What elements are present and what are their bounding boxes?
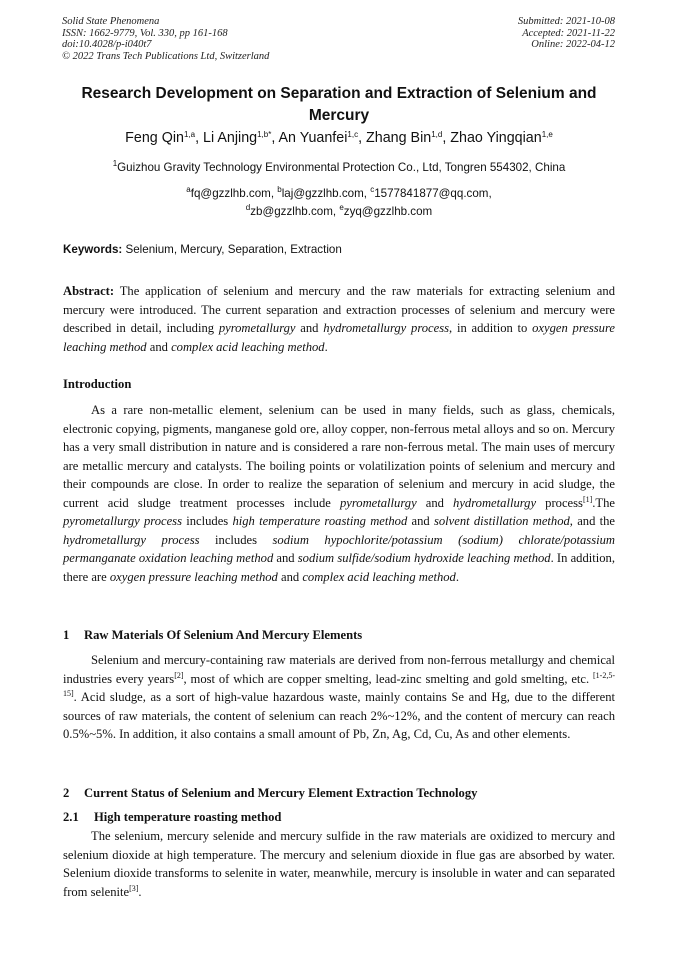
email-line-1 (40, 185, 638, 203)
author (366, 130, 442, 146)
intro-text: and (416, 495, 454, 510)
intro-text: includes (199, 532, 273, 547)
intro-text: As a rare non-metallic element, selenium can be used in many fields, such as glass, chemicals, electronic copying, pigments, manganese gold ore, alloy copper, non-ferrous metal alloys and so on. Mercury has a very small distribution in nature and is considered a rare non-ferrous metal. The main uses of mercury are metallic mercury and catalysts. The boiling points or volatilization points of selenium and mercury and their compounds are close. In order to realize the separation of selenium and mercury in acid sludge, the current acid sludge treatment processes include (63, 403, 615, 510)
affiliation (40, 160, 638, 176)
intro-term: oxygen pressure leaching method (109, 569, 278, 584)
intro-term: pyrometallurgy process (63, 514, 182, 528)
section-text: The selenium, mercury selenide and mercury sulfide in the raw materials are oxidized to mercury and selenium dioxide at high temperature. The mercury and selenium dioxide in flue gas are absorbed by water. Selenium dioxide transforms to selenite in water, meanwhile, mercury is insoluble in water and can separated from selenite (63, 829, 615, 899)
section-number: 2.1 (63, 810, 79, 824)
author-affiliation-mark: 1,e (541, 130, 553, 139)
intro-term: sodium hypochlorite/potassium (sodium) chlorate/potassium permanganate oxidation leaching method (63, 532, 615, 565)
author (279, 130, 359, 146)
author-separator: , (442, 130, 451, 146)
intro-term: pyrometallurgy (339, 495, 417, 510)
author-name: Zhang Bin (366, 130, 432, 146)
author-name: Feng Qin (125, 130, 184, 146)
affiliation-mark: 1 (112, 159, 118, 168)
intro-text: and (407, 514, 434, 528)
author-name: Zhao Yingqian (450, 130, 542, 146)
heading-introduction: Introduction (63, 377, 132, 391)
abstract-text: . (324, 339, 328, 354)
intro-text: and (277, 569, 303, 584)
citation[interactable]: [2] (174, 670, 184, 680)
intro-term: sodium sulfide/sodium hydroxide leaching method (297, 551, 551, 565)
section-number: 2 (63, 786, 70, 800)
heading-section-2-1 (63, 808, 615, 826)
keywords (63, 242, 615, 258)
journal-name: Solid State Phenomena (62, 16, 160, 27)
abstract-text: and (146, 339, 172, 354)
online-date: Online: 2022-04-12 (531, 39, 615, 51)
section-number: 1 (63, 628, 70, 642)
intro-text: , and the (569, 514, 616, 528)
keywords-text: Selenium, Mercury, Separation, Extraction (122, 243, 342, 256)
author-separator: , (358, 130, 367, 146)
paper-title: Research Development on Separation and Extraction of Selenium and Mercury (81, 85, 597, 124)
abstract-text: The application of selenium and mercury and the raw materials for extracting selenium and mercury were introduced. The current separation and extraction processes of selenium and mercury were described in detail, including (63, 284, 615, 335)
author-list (40, 129, 638, 148)
abstract-term: hydrometallurgy process (323, 321, 450, 335)
section-text: . (138, 884, 142, 899)
citation[interactable]: [1-2,5-15] (63, 670, 615, 698)
intro-term: solvent distillation method (433, 514, 570, 528)
author (203, 130, 271, 146)
author-affiliation-mark: 1,c (347, 130, 359, 139)
section-title: Raw Materials Of Selenium And Mercury Elements (84, 628, 363, 642)
intro-text: .The (592, 495, 615, 510)
author-affiliation-mark: 1,d (431, 130, 443, 139)
abstract-term: complex acid leaching method (171, 339, 325, 354)
citation[interactable]: [3] (129, 883, 139, 893)
heading-section-1 (63, 626, 615, 644)
journal-meta-left (62, 16, 269, 62)
intro-term: complex acid leaching method (302, 569, 456, 584)
section-2-1-paragraph (63, 827, 615, 901)
section-text: , most of which are copper smelting, lead-zinc smelting and gold smelting, etc. (183, 671, 593, 686)
intro-term: high temperature roasting method (232, 514, 408, 528)
accepted-date: Accepted: 2021-11-22 (522, 27, 615, 39)
copyright: © 2022 Trans Tech Publications Ltd, Switzerland (62, 50, 270, 62)
intro-text: and (273, 551, 298, 565)
author-separator: , (195, 130, 204, 146)
email-mark: c (370, 185, 375, 194)
abstract-term: pyrometallurgy (218, 321, 296, 335)
author-emails (40, 185, 638, 221)
affiliation-text: Guizhou Gravity Technology Environmental Protection Co., Ltd, Tongren 554302, China (117, 161, 566, 174)
abstract (63, 282, 615, 356)
email-mark: a (186, 185, 191, 194)
submitted-date: Submitted: 2021-10-08 (517, 16, 615, 27)
abstract-text: , in addition to (449, 321, 533, 335)
email-link[interactable]: fq@gzzlhb.com, (190, 187, 278, 200)
author-separator: , (271, 130, 279, 146)
email-link[interactable]: 1577841877@qq.com, (374, 187, 492, 200)
intro-text: process (536, 495, 583, 510)
doi[interactable]: doi:10.4028/p-i040t7 (62, 39, 152, 51)
journal-meta-right (518, 16, 615, 51)
section-text: . Acid sludge, as a sort of high-value hazardous waste, mainly contains Se and Hg, due to the different sources of raw materials, the content of selenium can reach 2%~12%, and the content of mercury can reach 0.5%~5%. In addition, it also contains a small amount of Pb, Zn, Ag, Cd, Cu, As and other elements. (63, 690, 615, 741)
heading-section-2 (63, 784, 615, 802)
intro-term: hydrometallurgy (453, 495, 537, 510)
email-mark: e (339, 203, 344, 212)
email-line-2 (40, 203, 638, 221)
section-title: High temperature roasting method (94, 810, 282, 824)
abstract-term: oxygen pressure leaching method (63, 321, 615, 354)
abstract-label: Abstract: (63, 284, 115, 298)
section-title: Current Status of Selenium and Mercury Element Extraction Technology (84, 786, 478, 800)
email-link[interactable]: zb@gzzlhb.com, (250, 205, 340, 218)
author (450, 130, 553, 146)
intro-term: hydrometallurgy process (63, 532, 200, 547)
keywords-label: Keywords: (63, 243, 123, 256)
author-name: An Yuanfei (278, 130, 348, 146)
issn-volume: ISSN: 1662-9779, Vol. 330, pp 161-168 (62, 27, 228, 39)
email-link[interactable]: zyq@gzzlhb.com (343, 205, 433, 218)
author-name: Li Anjing (203, 130, 258, 146)
author (125, 130, 195, 146)
email-mark: b (277, 185, 282, 194)
citation[interactable]: [1] (582, 494, 593, 504)
author-affiliation-mark: 1,a (183, 130, 196, 139)
intro-text: . In addition, there are (63, 551, 615, 584)
section-1-paragraph (63, 651, 615, 744)
abstract-text: and (295, 321, 324, 335)
author-affiliation-mark: 1,b* (257, 130, 272, 139)
intro-text: includes (181, 514, 233, 528)
introduction-paragraph (63, 401, 615, 586)
intro-text: . (455, 569, 460, 584)
section-text: Selenium and mercury-containing raw materials are derived from non-ferrous metallurgy and chemical industries every years (63, 653, 615, 686)
email-link[interactable]: laj@gzzlhb.com, (281, 187, 371, 200)
email-mark: d (245, 203, 251, 212)
